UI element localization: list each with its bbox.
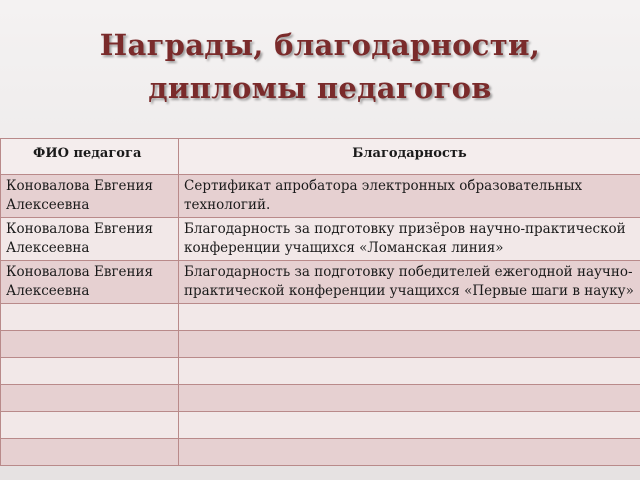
teacher-name-cell: [1, 331, 179, 358]
teacher-name-cell: [1, 358, 179, 385]
table-row: [1, 304, 640, 331]
teacher-name-cell: [1, 304, 179, 331]
teacher-name-cell: Коновалова Евгения Алексеевна: [1, 261, 179, 304]
award-cell: Сертификат апробатора электронных образовательных технологий.: [179, 175, 640, 218]
award-cell: [179, 439, 640, 466]
award-cell: [179, 304, 640, 331]
award-cell: [179, 385, 640, 412]
table-row: [1, 439, 640, 466]
teacher-name-cell: [1, 439, 179, 466]
teacher-name-cell: Коновалова Евгения Алексеевна: [1, 175, 179, 218]
table-row: [1, 175, 640, 218]
table-row: [1, 358, 640, 385]
award-cell: [179, 412, 640, 439]
award-cell: [179, 358, 640, 385]
table-row: [1, 331, 640, 358]
column-header-award: Благодарность: [179, 139, 640, 175]
award-cell: Благодарность за подготовку победителей ежегодной научно-практической конференции учащихся «Первые шаги в науку»: [179, 261, 640, 304]
awards-table: [0, 138, 640, 466]
table-header-row: [1, 139, 640, 175]
slide-title-line-1: Награды, благодарности,: [99, 28, 541, 62]
slide-title: [0, 24, 640, 110]
award-cell: Благодарность за подготовку призёров научно-практической конференции учащихся «Ломанская линия»: [179, 218, 640, 261]
slide-title-line-2: дипломы педагогов: [148, 71, 492, 105]
column-header-teacher-name: ФИО педагога: [1, 139, 179, 175]
teacher-name-cell: [1, 385, 179, 412]
table-row: [1, 412, 640, 439]
teacher-name-cell: Коновалова Евгения Алексеевна: [1, 218, 179, 261]
award-cell: [179, 331, 640, 358]
table-row: [1, 385, 640, 412]
table-row: [1, 261, 640, 304]
teacher-name-cell: [1, 412, 179, 439]
table-row: [1, 218, 640, 261]
